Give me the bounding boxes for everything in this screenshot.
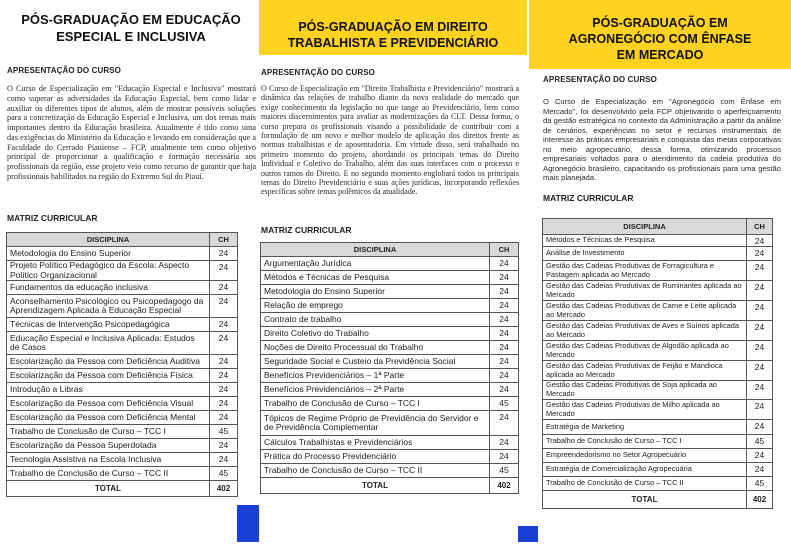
discipline-name: Argumentação Jurídica <box>261 257 490 271</box>
discipline-name: Benefícios Previdenciários – 1ª Parte <box>261 369 490 383</box>
table-row <box>261 450 519 464</box>
table-row <box>7 439 238 453</box>
table-row <box>7 332 238 355</box>
credit-hours: 24 <box>210 397 238 411</box>
discipline-name: Escolarização da Pessoa com Deficiência Auditiva <box>7 355 210 369</box>
discipline-name: Relação de emprego <box>261 299 490 313</box>
total-row <box>543 491 773 509</box>
discipline-name: Educação Especial e Inclusiva Aplicada: Estudos de Casos <box>7 332 210 355</box>
credit-hours: 24 <box>210 318 238 332</box>
discipline-name: Prática do Processo Previdenciário <box>261 450 490 464</box>
credit-hours: 24 <box>747 247 773 261</box>
table-row <box>7 411 238 425</box>
matriz-title: MATRIZ CURRICULAR <box>7 213 98 223</box>
credit-hours: 24 <box>747 463 773 477</box>
course-title-line: ESPECIAL E INCLUSIVA <box>56 29 206 44</box>
credit-hours: 24 <box>210 332 238 355</box>
discipline-name: Escolarização da Pessoa com Deficiência Mental <box>7 411 210 425</box>
discipline-name: Estratégia de Comercialização Agropecuária <box>543 463 747 477</box>
discipline-name: Metodologia do Ensino Superior <box>261 285 490 299</box>
table-row <box>7 295 238 318</box>
credit-hours: 45 <box>747 477 773 491</box>
table-row <box>543 463 773 477</box>
credit-hours: 24 <box>747 449 773 463</box>
table-row <box>261 271 519 285</box>
header-ch: CH <box>747 219 773 235</box>
course-column-agronegocio <box>529 0 791 553</box>
discipline-name: Gestão das Cadeias Produtivas de Feijão e Mandioca aplicada ao Mercado <box>543 361 747 381</box>
credit-hours: 45 <box>210 425 238 439</box>
table-row <box>543 281 773 301</box>
course-intro: O Curso de Especialização em "Direito Trabalhista e Previdenciário" mostrará a dinâmica das relações de trabalho diante da nova realidade do mercado que exige conhecimento da legislação no que tange ao Previdenciário, bem como maiores discernimentos para avaliar as modernizações da CLT. Dessa forma, o curso prepara os profissionais visando a possibilidade de contribuir com a formulação de um novo e melhor modelo de aplicação dos direitos frente as normas trabalhistas e de aposentadoria. Em virtude disso, será trabalhado no primeiro momento do projeto, abordando os principais temas do Direito Individual e Coletivo do Trabalho, além das suas interfaces com o processo e outros ramos do Direito. E no segundo momento englobará todos os principais temas do Direito Previdenciário e suas ações jurídicas, incorporando reflexões específicas sobre temas polêmicos da atualidade. <box>261 84 519 197</box>
credit-hours: 24 <box>490 383 519 397</box>
decorative-mark <box>237 505 259 542</box>
credit-hours: 24 <box>490 436 519 450</box>
table-row <box>261 299 519 313</box>
table-row <box>7 355 238 369</box>
credit-hours: 24 <box>747 361 773 381</box>
discipline-name: Gestão das Cadeias Produtivas de Aves e Suínos aplicada ao Mercado <box>543 321 747 341</box>
credit-hours: 24 <box>490 299 519 313</box>
total-value: 402 <box>490 478 519 494</box>
course-title-line: TRABALHISTA E PREVIDENCIÁRIO <box>287 36 499 50</box>
credit-hours: 24 <box>210 453 238 467</box>
table-row <box>261 383 519 397</box>
table-row <box>7 453 238 467</box>
table-row <box>7 281 238 295</box>
table-row <box>7 425 238 439</box>
credit-hours: 24 <box>490 355 519 369</box>
course-intro: O Curso de Especialização em "Agronegócio com Ênfase em Mercado", foi desenvolvido pela FCP objetivando o aperfeiçoamento da gestão estratégica no contexto da Administração a partir da análise de cenários, experiências no setor e recursos instrumentais de interesse às práticas empresariais e conquista das metas corporativas no meio agropecuário, dessa forma, otimizando processos empresariais voltados para o atendimento da cadeia produtiva do Agronegócio brasileiro, capacitando os profissionais para uma gestão mais planejada. <box>543 97 781 182</box>
header-ch: CH <box>490 243 519 257</box>
discipline-name: Tecnologia Assistiva na Escola Inclusiva <box>7 453 210 467</box>
header-disciplina: DISCIPLINA <box>7 233 210 247</box>
discipline-name: Trabalho de Conclusão de Curso – TCC II <box>261 464 490 478</box>
course-title-line: PÓS-GRADUAÇÃO EM EDUCAÇÃO <box>21 12 241 27</box>
total-row <box>7 481 238 497</box>
discipline-name: Trabalho de Conclusão de Curso – TCC I <box>543 435 747 449</box>
discipline-name: Seguridade Social e Custeio da Previdência Social <box>261 355 490 369</box>
table-row <box>7 369 238 383</box>
course-title-line: AGRONEGÓCIO COM ÊNFASE <box>568 32 752 46</box>
credit-hours: 45 <box>490 397 519 411</box>
credit-hours: 24 <box>747 281 773 301</box>
discipline-name: Introdução a Libras <box>7 383 210 397</box>
credit-hours: 24 <box>490 285 519 299</box>
discipline-name: Metodologia do Ensino Superior <box>7 247 210 261</box>
table-row <box>261 397 519 411</box>
credit-hours: 24 <box>490 327 519 341</box>
discipline-name: Noções de Direito Processual do Trabalho <box>261 341 490 355</box>
table-row <box>543 400 773 420</box>
total-value: 402 <box>210 481 238 497</box>
credit-hours: 24 <box>490 313 519 327</box>
discipline-name: Empreendedorismo no Setor Agropecuário <box>543 449 747 463</box>
table-row <box>261 411 519 436</box>
table-row <box>543 261 773 281</box>
credit-hours: 45 <box>210 467 238 481</box>
discipline-name: Gestão das Cadeias Produtivas de Carne e Leite aplicada ao Mercado <box>543 301 747 321</box>
credit-hours: 24 <box>490 411 519 436</box>
credit-hours: 24 <box>747 321 773 341</box>
table-row <box>543 381 773 400</box>
table-row <box>7 383 238 397</box>
total-label: TOTAL <box>543 491 747 509</box>
discipline-name: Fundamentos da educação inclusiva <box>7 281 210 295</box>
course-intro: O Curso de Especialização em "Educação Especial e Inclusiva" mostrará como superar as adversidades da Educação Especial, bem como lidar e auxiliar os diferentes tipos de alunos, além de mostrar possíveis soluções para a concretização da Educação Especial e Inclusiva, um dos temas mais importantes dentro da Educação brasileira. Atualmente é tido como uma das exigências do Ministério da Educação e levando em consideração que a Faculdade do Cerrado Piauiense – FCP, atualmente tem como objetivo principal de proporcionar a qualificação e formação necessária aos profissionais da região, esse projeto veio como recurso de garantir que haja profissionais habilitados na região do Extremo Sul do Piauí. <box>7 84 256 181</box>
table-row <box>543 477 773 491</box>
discipline-name: Cálculos Trabalhistas e Previdenciários <box>261 436 490 450</box>
section-title: APRESENTAÇÃO DO CURSO <box>543 75 657 84</box>
credit-hours: 24 <box>747 341 773 361</box>
matriz-title: MATRIZ CURRICULAR <box>543 193 634 203</box>
table-row <box>7 467 238 481</box>
table-row <box>261 355 519 369</box>
header-disciplina: DISCIPLINA <box>543 219 747 235</box>
discipline-name: Escolarização da Pessoa com Deficiência Visual <box>7 397 210 411</box>
total-label: TOTAL <box>261 478 490 494</box>
credit-hours: 24 <box>490 341 519 355</box>
table-row <box>543 321 773 341</box>
discipline-name: Análise de Investimento <box>543 247 747 261</box>
credit-hours: 24 <box>210 383 238 397</box>
discipline-name: Direito Coletivo do Trabalho <box>261 327 490 341</box>
discipline-name: Gestão das Cadeias Produtivas de Algodão aplicada ao Mercado <box>543 341 747 361</box>
credit-hours: 24 <box>210 261 238 281</box>
curriculum-table <box>260 242 519 494</box>
table-row <box>261 327 519 341</box>
credit-hours: 24 <box>210 295 238 318</box>
table-row <box>261 464 519 478</box>
credit-hours: 24 <box>490 257 519 271</box>
matriz-title: MATRIZ CURRICULAR <box>261 225 352 235</box>
credit-hours: 24 <box>747 381 773 400</box>
credit-hours: 24 <box>210 439 238 453</box>
decorative-mark <box>518 526 538 542</box>
discipline-name: Projeto Político Pedagógico da Escola: Aspecto Político Organizacional <box>7 261 210 281</box>
table-row <box>261 313 519 327</box>
table-row <box>543 420 773 435</box>
section-title: APRESENTAÇÃO DO CURSO <box>261 68 375 77</box>
discipline-name: Técnicas de Intervenção Psicopedagógica <box>7 318 210 332</box>
discipline-name: Métodos e Técnicas de Pesquisa <box>543 235 747 247</box>
course-title-line: EM MERCADO <box>616 48 704 62</box>
credit-hours: 24 <box>747 420 773 435</box>
discipline-name: Métodos e Técnicas de Pesquisa <box>261 271 490 285</box>
credit-hours: 45 <box>747 435 773 449</box>
table-row <box>543 435 773 449</box>
header-disciplina: DISCIPLINA <box>261 243 490 257</box>
curriculum-table <box>6 232 238 497</box>
table-row <box>543 301 773 321</box>
discipline-name: Escolarização da Pessoa Superdotada <box>7 439 210 453</box>
curriculum-table <box>542 218 773 509</box>
discipline-name: Tópicos de Regime Próprio de Previdência do Servidor e de Previdência Complementar <box>261 411 490 436</box>
discipline-name: Aconselhamento Psicológico ou Psicopedagogo da Aprendizagem Aplicada à Educação Especial <box>7 295 210 318</box>
discipline-name: Trabalho de Conclusão de Curso – TCC I <box>7 425 210 439</box>
total-label: TOTAL <box>7 481 210 497</box>
credit-hours: 24 <box>210 411 238 425</box>
table-row <box>7 247 238 261</box>
table-row <box>261 436 519 450</box>
discipline-name: Benefícios Previdenciários – 2ª Parte <box>261 383 490 397</box>
discipline-name: Gestão das Cadeias Produtivas de Ruminantes aplicada ao Mercado <box>543 281 747 301</box>
table-row <box>543 341 773 361</box>
credit-hours: 45 <box>490 464 519 478</box>
total-row <box>261 478 519 494</box>
credit-hours: 24 <box>210 247 238 261</box>
credit-hours: 24 <box>210 281 238 295</box>
credit-hours: 24 <box>490 450 519 464</box>
discipline-name: Trabalho de Conclusão de Curso – TCC II <box>7 467 210 481</box>
discipline-name: Gestão das Cadeias Produtivas de Forragicultura e Pastagem aplicada ao Mercado <box>543 261 747 281</box>
credit-hours: 24 <box>747 400 773 420</box>
credit-hours: 24 <box>210 355 238 369</box>
table-row <box>543 449 773 463</box>
credit-hours: 24 <box>747 301 773 321</box>
credit-hours: 24 <box>210 369 238 383</box>
table-row <box>543 235 773 247</box>
discipline-name: Trabalho de Conclusão de Curso – TCC II <box>543 477 747 491</box>
header-ch: CH <box>210 233 238 247</box>
discipline-name: Escolarização da Pessoa com Deficiência Física <box>7 369 210 383</box>
credit-hours: 24 <box>490 369 519 383</box>
discipline-name: Estratégia de Marketing <box>543 420 747 435</box>
table-row <box>7 318 238 332</box>
course-column-educacao <box>0 0 262 553</box>
credit-hours: 24 <box>747 235 773 247</box>
course-title <box>0 11 262 45</box>
table-row <box>543 361 773 381</box>
table-row <box>7 261 238 281</box>
course-title <box>529 15 791 63</box>
discipline-name: Trabalho de Conclusão de Curso – TCC I <box>261 397 490 411</box>
course-title <box>259 19 527 51</box>
table-row <box>261 285 519 299</box>
discipline-name: Contrato de trabalho <box>261 313 490 327</box>
credit-hours: 24 <box>747 261 773 281</box>
table-row <box>261 341 519 355</box>
course-title-line: PÓS-GRADUAÇÃO EM <box>592 16 728 30</box>
table-row <box>261 257 519 271</box>
discipline-name: Gestão das Cadeias Produtivas de Soja aplicada ao Mercado <box>543 381 747 400</box>
section-title: APRESENTAÇÃO DO CURSO <box>7 66 121 75</box>
table-row <box>543 247 773 261</box>
discipline-name: Gestão das Cadeias Produtivas de Milho aplicada ao Mercado <box>543 400 747 420</box>
course-column-direito <box>259 0 527 553</box>
course-title-line: PÓS-GRADUAÇÃO EM DIREITO <box>298 20 488 34</box>
credit-hours: 24 <box>490 271 519 285</box>
total-value: 402 <box>747 491 773 509</box>
table-row <box>7 397 238 411</box>
table-row <box>261 369 519 383</box>
